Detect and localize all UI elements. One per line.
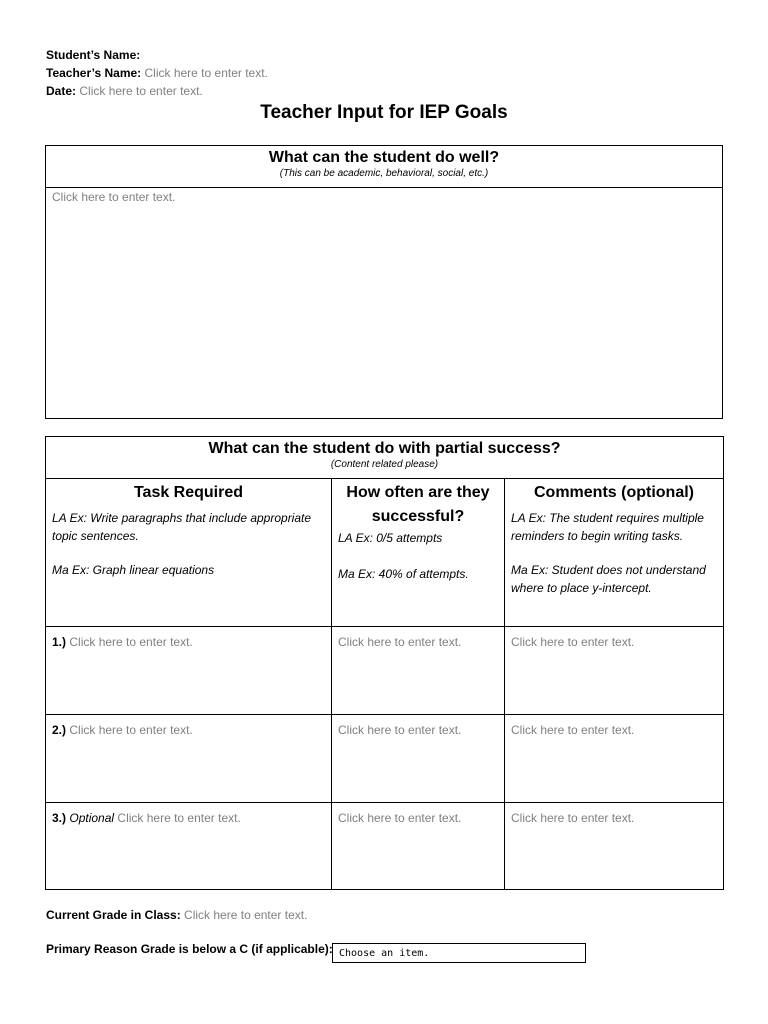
primary-reason-label: Primary Reason Grade is below a C (if applicable):: [46, 942, 333, 956]
partial-success-header-cell: [46, 437, 724, 479]
task-field[interactable]: Click here to enter text.: [69, 723, 193, 737]
row-number: 2.): [52, 723, 67, 737]
task-field[interactable]: Click here to enter text.: [69, 635, 193, 649]
teacher-name-field[interactable]: Click here to enter text.: [144, 66, 268, 80]
student-name-row: [46, 47, 140, 63]
optional-label: Optional: [69, 811, 115, 825]
teacher-name-label: Teacher’s Name:: [46, 66, 142, 80]
partial-success-table: [45, 436, 724, 890]
often-field[interactable]: Click here to enter text.: [338, 723, 462, 737]
often-cell: [332, 803, 505, 890]
comments-example-ma: Ma Ex: Student does not understand where to place y-intercept.: [511, 563, 706, 595]
date-field[interactable]: Click here to enter text.: [79, 84, 203, 98]
comments-column-header: [505, 479, 724, 627]
often-field[interactable]: Click here to enter text.: [338, 811, 462, 825]
comments-cell: [505, 803, 724, 890]
table-row: [46, 715, 724, 803]
task-heading: Task Required: [133, 484, 244, 501]
row-number: 3.): [52, 811, 67, 825]
strengths-input-cell: [46, 188, 723, 419]
table-row: [46, 803, 724, 890]
task-cell: [46, 627, 332, 715]
comments-cell: [505, 715, 724, 803]
row-number: 1.): [52, 635, 67, 649]
often-heading: How often are they successful?: [346, 484, 490, 525]
current-grade-row: [46, 908, 307, 922]
comments-field[interactable]: Click here to enter text.: [511, 811, 635, 825]
strengths-subheading: (This can be academic, behavioral, social, etc.): [279, 168, 489, 179]
often-example-la: LA Ex: 0/5 attempts: [338, 531, 443, 545]
task-example-ma: Ma Ex: Graph linear equations: [52, 563, 215, 577]
strengths-header-cell: [46, 146, 723, 188]
strengths-table: [45, 145, 723, 419]
teacher-name-row: [46, 65, 268, 81]
partial-success-subheading: (Content related please): [330, 459, 439, 470]
often-cell: [332, 627, 505, 715]
comments-cell: [505, 627, 724, 715]
comments-field[interactable]: Click here to enter text.: [511, 723, 635, 737]
task-cell: [46, 715, 332, 803]
often-cell: [332, 715, 505, 803]
student-name-label: Student’s Name:: [46, 48, 141, 62]
strengths-heading: What can the student do well?: [268, 149, 500, 166]
current-grade-label: Current Grade in Class:: [46, 908, 181, 922]
often-example-ma: Ma Ex: 40% of attempts.: [338, 567, 469, 581]
task-cell: [46, 803, 332, 890]
strengths-field[interactable]: Click here to enter text.: [52, 190, 176, 204]
task-example-la: LA Ex: Write paragraphs that include appropriate topic sentences.: [52, 511, 312, 543]
current-grade-field[interactable]: Click here to enter text.: [184, 908, 308, 922]
comments-field[interactable]: Click here to enter text.: [511, 635, 635, 649]
date-label: Date:: [46, 84, 77, 98]
primary-reason-dropdown[interactable]: Choose an item.: [332, 943, 586, 963]
comments-heading: Comments (optional): [534, 484, 694, 501]
date-row: [46, 83, 203, 99]
task-field[interactable]: Click here to enter text.: [117, 811, 241, 825]
task-column-header: [46, 479, 332, 627]
comments-example-la: LA Ex: The student requires multiple reminders to begin writing tasks.: [511, 511, 704, 543]
often-column-header: [332, 479, 505, 627]
partial-success-heading: What can the student do with partial success?: [208, 440, 561, 457]
page-title: Teacher Input for IEP Goals: [260, 102, 508, 123]
often-field[interactable]: Click here to enter text.: [338, 635, 462, 649]
table-row: [46, 627, 724, 715]
